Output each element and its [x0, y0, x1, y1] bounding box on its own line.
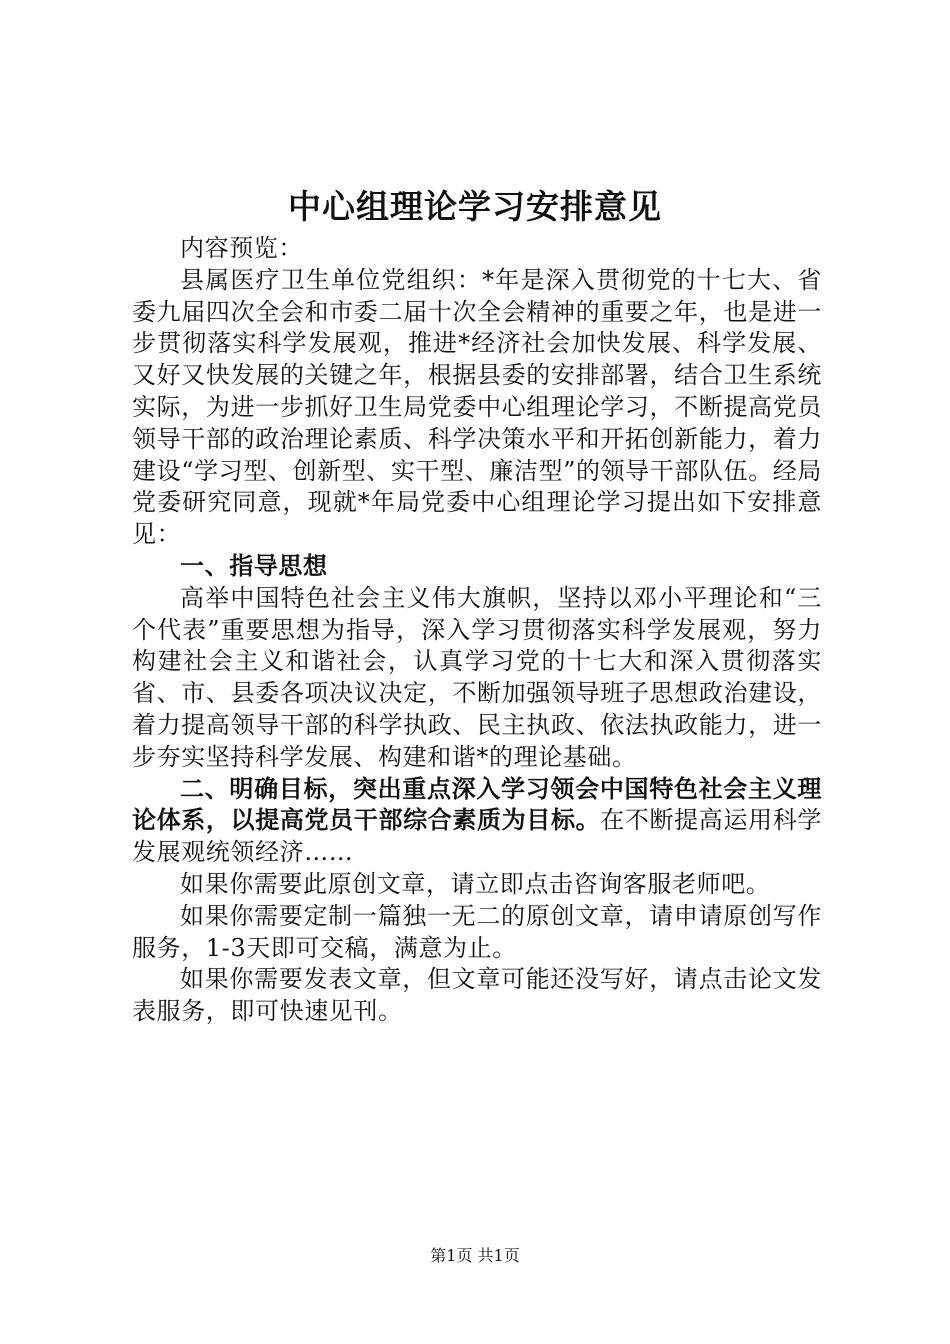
- intro-paragraph: 县属医疗卫生单位党组织：*年是深入贯彻党的十七大、省委九届四次全会和市委二届十次全会精神的重要之年，也是进一步贯彻落实科学发展观，推进*经济社会加快发展、科学发展、又好又快发展的关键之年，根据县委的安排部署，结合卫生系统实际，为进一步抓好卫生局党委中心组理论学习，不断提高党员领导干部的政治理论素质、科学决策水平和开拓创新能力，着力建设“学习型、创新型、实干型、廉洁型”的领导干部队伍。经局党委研究同意，现就*年局党委中心组理论学习提出如下安排意见：: [132, 265, 822, 549]
- document-body: [132, 233, 822, 1028]
- section2-paragraph: [132, 774, 822, 869]
- page-footer: 第1页 共1页: [430, 1246, 520, 1265]
- note-paragraph-3: 如果你需要发表文章，但文章可能还没写好，请点击论文发表服务，即可快速见刊。: [132, 965, 822, 1026]
- note-paragraph-1: 如果你需要此原创文章，请立即点击咨询客服老师吧。: [180, 869, 771, 898]
- note-paragraph-2: 如果你需要定制一篇独一无二的原创文章，请申请原创写作服务，1-3天即可交稿，满意为止。: [132, 901, 822, 962]
- preview-label: 内容预览：: [180, 234, 303, 262]
- section1-heading: 一、指导思想: [180, 551, 328, 580]
- section1-paragraph: 高举中国特色社会主义伟大旗帜，坚持以邓小平理论和“三个代表”重要思想为指导，深入学习贯彻落实科学发展观，努力构建社会主义和谐社会，认真学习党的十七大和深入贯彻落实省、市、县委各项决议决定，不断加强领导班子思想政治建设，着力提高领导干部的科学执政、民主执政、依法执政能力，进一步夯实坚持科学发展、构建和谐*的理论基础。: [132, 583, 822, 771]
- section2-body: 在不断提高运用科学发展观统领经济……: [132, 806, 822, 867]
- section2-heading: 二、明确目标，突出重点深入学习领会中国特色社会主义理论体系，以提高党员干部综合素质为目标。: [132, 774, 822, 835]
- document-title: 中心组理论学习安排意见: [288, 187, 662, 226]
